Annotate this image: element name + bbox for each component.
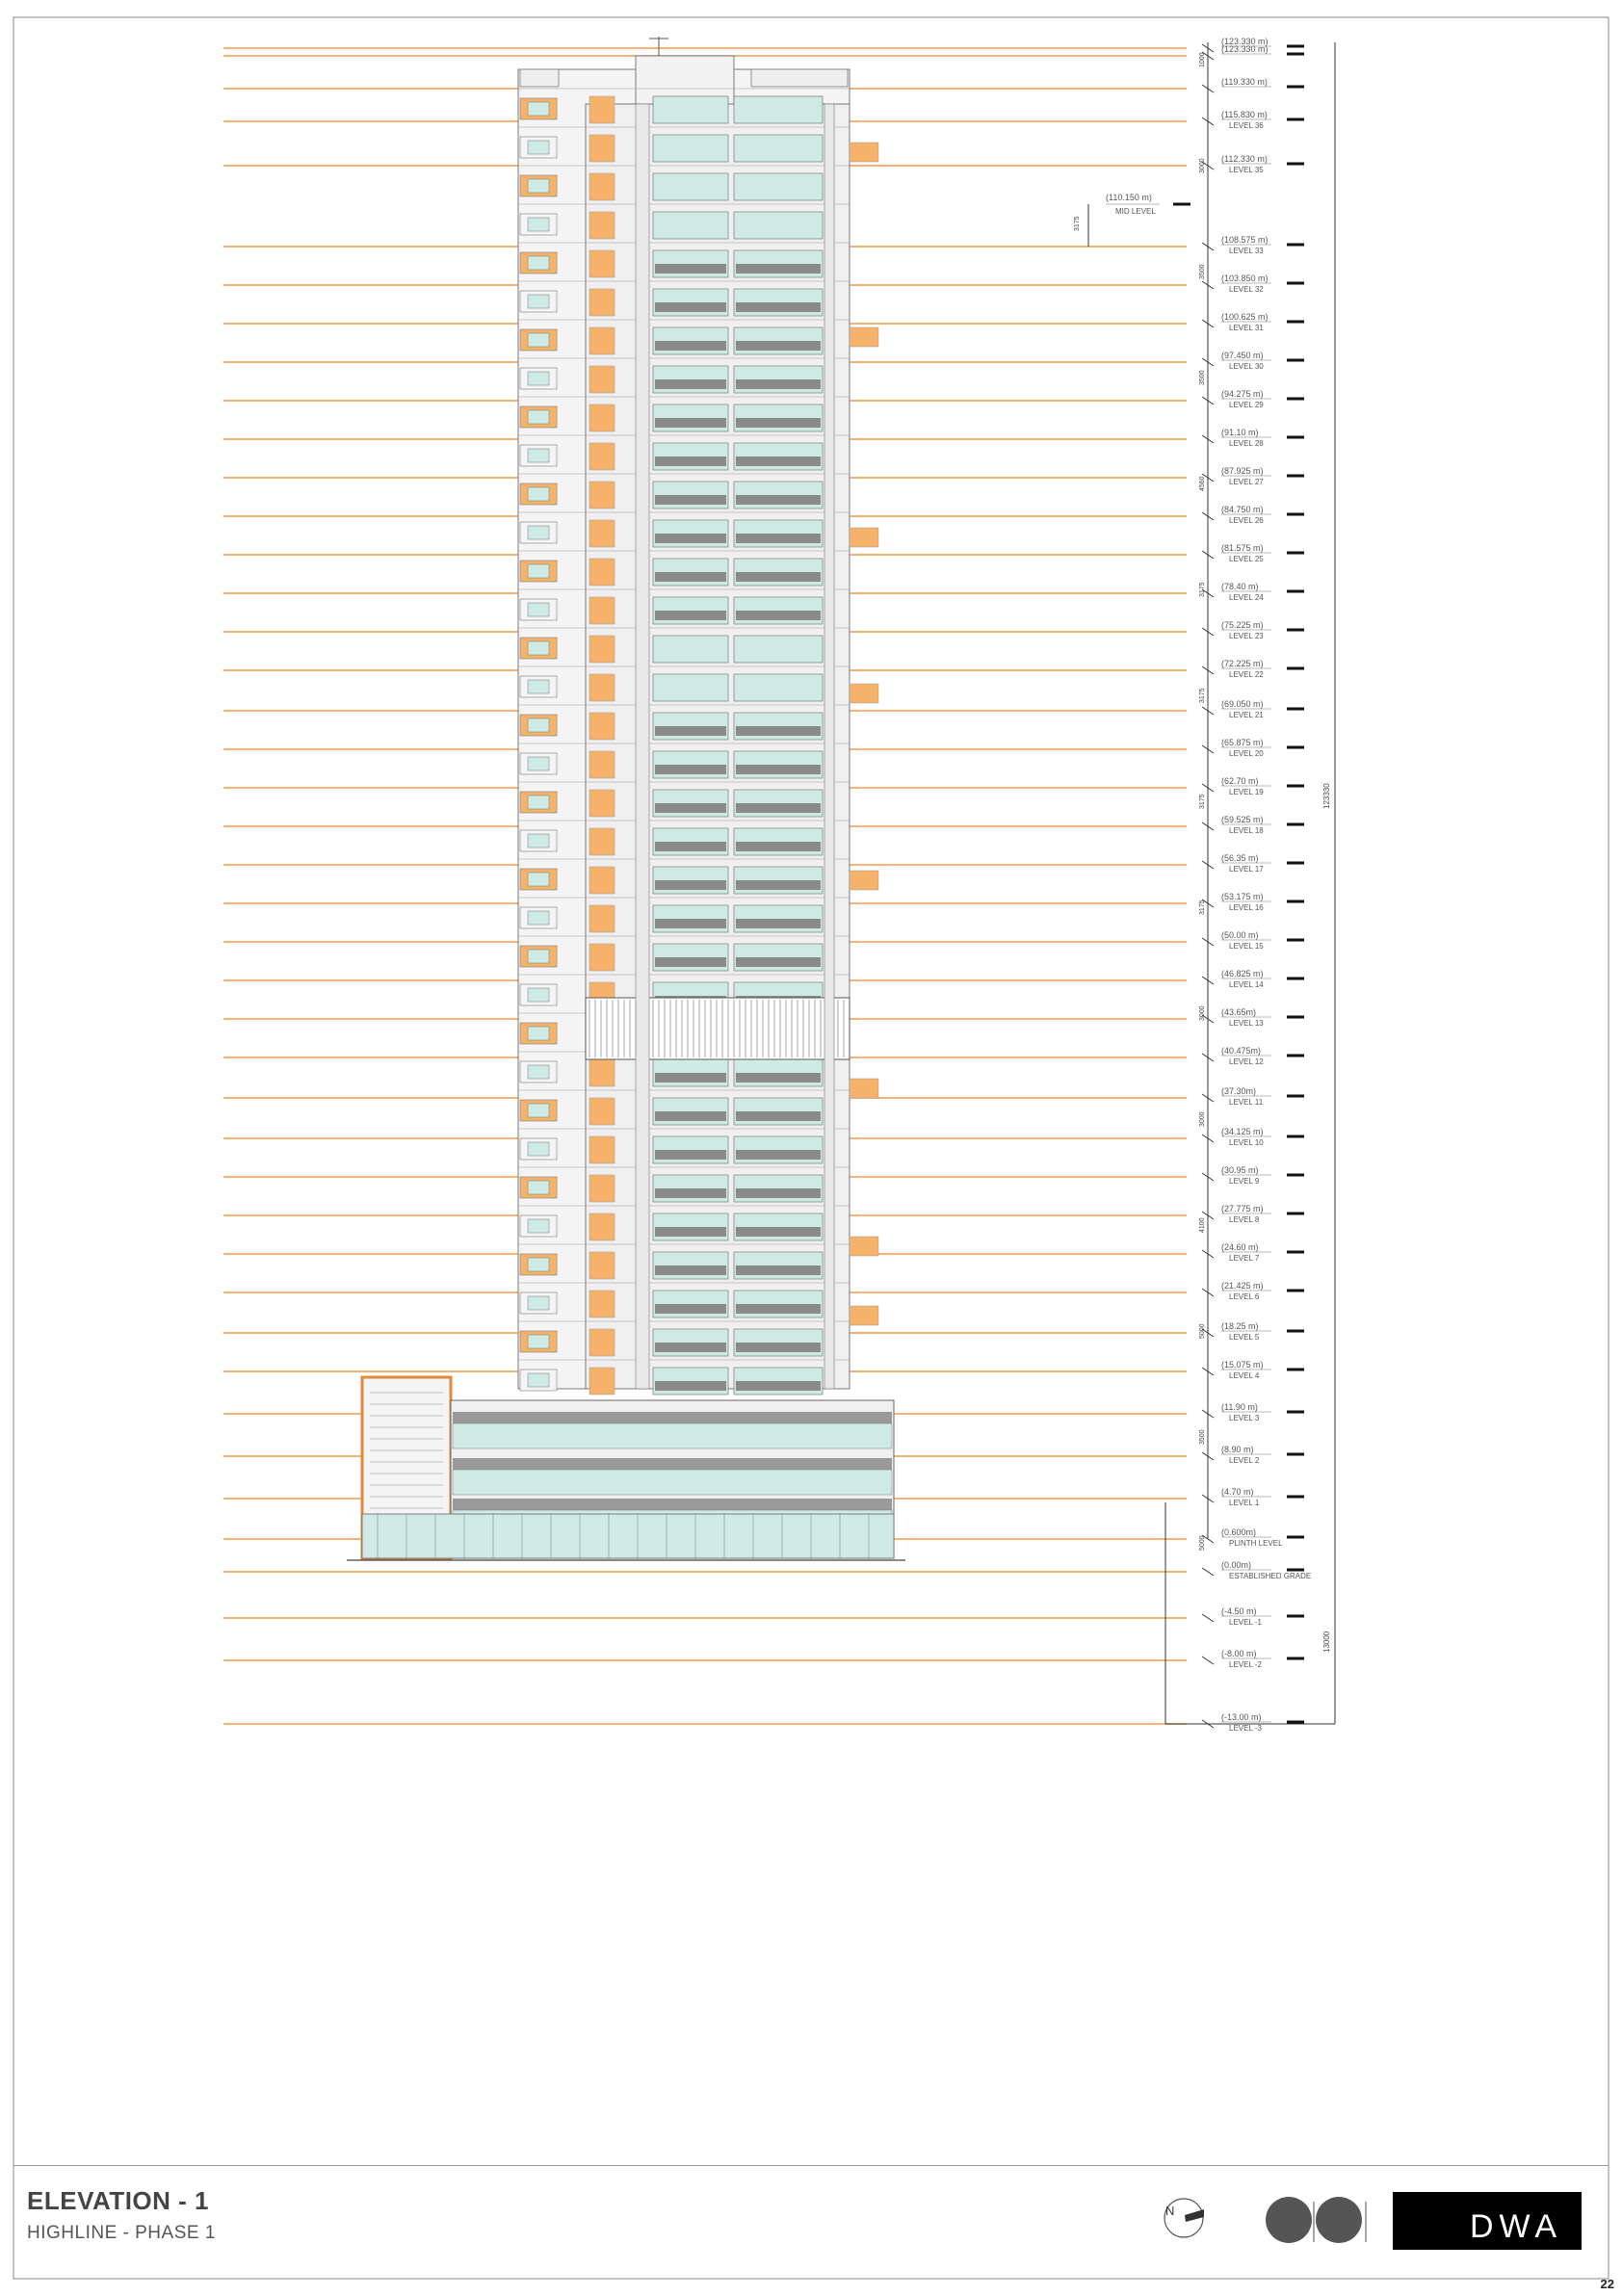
level-elevation: (97.450 m) xyxy=(1221,351,1264,360)
level-elevation: (78.40 m) xyxy=(1221,582,1259,591)
level-elevation: (46.825 m) xyxy=(1221,969,1264,978)
level-elevation: (115.830 m) xyxy=(1221,110,1268,119)
total-height-dim: 123330 xyxy=(1322,783,1331,809)
level-name: LEVEL 33 xyxy=(1229,247,1264,255)
sheet-subtitle: HIGHLINE - PHASE 1 xyxy=(27,2223,216,2243)
level-name: LEVEL 28 xyxy=(1229,439,1264,448)
level-elevation: (65.875 m) xyxy=(1221,738,1264,747)
page-number: 22 xyxy=(1600,2277,1614,2291)
level-elevation: (11.90 m) xyxy=(1221,1402,1258,1412)
level-elevation: (81.575 m) xyxy=(1221,543,1264,553)
level-elevation: (34.125 m) xyxy=(1221,1127,1264,1136)
level-elevation: (62.70 m) xyxy=(1221,776,1259,786)
level-name: LEVEL -1 xyxy=(1229,1618,1262,1627)
level-name: LEVEL 8 xyxy=(1229,1215,1260,1224)
level-elevation: (-8.00 m) xyxy=(1221,1649,1257,1658)
span-dim: 3000 xyxy=(1199,1111,1206,1127)
level-name: LEVEL 11 xyxy=(1229,1098,1264,1107)
level-name: LEVEL 30 xyxy=(1229,362,1264,371)
level-elevation: (72.225 m) xyxy=(1221,659,1264,668)
level-labels xyxy=(1106,37,1311,1733)
level-elevation: (112.330 m) xyxy=(1221,154,1268,164)
level-elevation: (4.70 m) xyxy=(1221,1487,1254,1497)
level-name: LEVEL 15 xyxy=(1229,942,1264,951)
span-dim: 4100 xyxy=(1199,1217,1206,1233)
level-name: LEVEL 35 xyxy=(1229,166,1264,174)
mid-level-dim: 3175 xyxy=(1074,216,1081,231)
span-dim: 5000 xyxy=(1199,1535,1206,1551)
level-name: LEVEL -2 xyxy=(1229,1660,1262,1669)
level-name: ESTABLISHED GRADE xyxy=(1229,1572,1312,1580)
level-elevation: (84.750 m) xyxy=(1221,505,1264,514)
level-name: LEVEL 18 xyxy=(1229,826,1264,835)
level-name: LEVEL 20 xyxy=(1229,749,1264,758)
level-name: LEVEL 14 xyxy=(1229,980,1264,989)
level-name: LEVEL 32 xyxy=(1229,285,1264,294)
span-dim: 3175 xyxy=(1199,688,1206,703)
level-elevation: (15.075 m) xyxy=(1221,1360,1264,1370)
level-elevation: (108.575 m) xyxy=(1221,235,1269,245)
level-name: LEVEL 4 xyxy=(1229,1371,1260,1380)
level-elevation: (0.600m) xyxy=(1221,1527,1257,1537)
level-name: LEVEL 25 xyxy=(1229,555,1264,563)
span-dim: 3500 xyxy=(1199,264,1206,279)
north-label: N xyxy=(1165,2204,1175,2218)
level-elevation: (37.30m) xyxy=(1221,1086,1257,1096)
level-elevation: (0.00m) xyxy=(1221,1560,1252,1570)
level-elevation: (-13.00 m) xyxy=(1221,1712,1262,1722)
level-elevation: (123.330 m) xyxy=(1221,44,1269,54)
span-dim: 3500 xyxy=(1199,1429,1206,1445)
level-elevation: (40.475m) xyxy=(1221,1046,1262,1056)
logo-circles-icon xyxy=(1264,2194,1372,2246)
span-dim: 3175 xyxy=(1199,582,1206,597)
level-elevation: (119.330 m) xyxy=(1221,77,1268,87)
level-name: LEVEL 26 xyxy=(1229,516,1264,525)
level-name: LEVEL 22 xyxy=(1229,670,1264,679)
level-elevation: (43.65m) xyxy=(1221,1007,1257,1017)
span-dim: 3000 xyxy=(1199,158,1206,173)
level-elevation: (59.525 m) xyxy=(1221,815,1264,824)
level-elevation: (24.60 m) xyxy=(1221,1242,1259,1252)
level-name: LEVEL 27 xyxy=(1229,478,1264,486)
level-name: LEVEL 9 xyxy=(1229,1177,1260,1186)
level-name: LEVEL 31 xyxy=(1229,324,1264,332)
level-name: LEVEL 1 xyxy=(1229,1499,1260,1507)
level-elevation: (18.25 m) xyxy=(1221,1321,1259,1331)
level-name: PLINTH LEVEL xyxy=(1229,1539,1283,1548)
dimension-lines xyxy=(1074,42,1335,1728)
level-elevation: (56.35 m) xyxy=(1221,853,1259,863)
level-elevation: (69.050 m) xyxy=(1221,699,1264,709)
level-name: LEVEL 7 xyxy=(1229,1254,1260,1263)
level-name: LEVEL 24 xyxy=(1229,593,1264,602)
logo-text: DWA xyxy=(1469,2208,1562,2245)
level-name: LEVEL 6 xyxy=(1229,1292,1260,1301)
span-dim: 3500 xyxy=(1199,370,1206,385)
level-elevation: (87.925 m) xyxy=(1221,466,1264,476)
span-dim: 4560 xyxy=(1199,476,1206,491)
level-name: LEVEL 5 xyxy=(1229,1333,1260,1342)
level-name: LEVEL 12 xyxy=(1229,1057,1264,1066)
level-name: LEVEL 36 xyxy=(1229,121,1264,130)
level-elevation: (94.275 m) xyxy=(1221,389,1264,399)
level-name: LEVEL 23 xyxy=(1229,632,1264,640)
dwa-logo xyxy=(1393,2192,1582,2250)
span-dim: 3000 xyxy=(1199,1005,1206,1021)
level-elevation: (50.00 m) xyxy=(1221,930,1259,940)
level-name: LEVEL -3 xyxy=(1229,1724,1262,1733)
span-dim: 5000 xyxy=(1199,1323,1206,1339)
level-elevation: (8.90 m) xyxy=(1221,1445,1254,1454)
level-elevation: (123.330 m) xyxy=(1221,37,1269,46)
span-dim: 1000 xyxy=(1199,52,1206,67)
level-elevation: (-4.50 m) xyxy=(1221,1606,1257,1616)
level-elevation: (103.850 m) xyxy=(1221,274,1269,283)
level-name: LEVEL 2 xyxy=(1229,1456,1260,1465)
level-name: LEVEL 19 xyxy=(1229,788,1264,796)
north-arrow-icon xyxy=(1162,2196,1206,2240)
level-name: LEVEL 16 xyxy=(1229,903,1264,912)
podium-elevation xyxy=(347,1377,905,1560)
tower-elevation xyxy=(518,37,878,1395)
level-elevation: (30.95 m) xyxy=(1221,1165,1259,1175)
level-elevation: (75.225 m) xyxy=(1221,620,1264,630)
level-name: LEVEL 29 xyxy=(1229,401,1264,409)
span-dim: 3175 xyxy=(1199,900,1206,915)
level-elevation: (21.425 m) xyxy=(1221,1281,1264,1291)
level-name: LEVEL 17 xyxy=(1229,865,1264,874)
level-elevation: (100.625 m) xyxy=(1221,312,1269,322)
mid-level-name: MID LEVEL xyxy=(1115,207,1156,216)
level-name: LEVEL 10 xyxy=(1229,1138,1264,1147)
level-elevation: (53.175 m) xyxy=(1221,892,1264,901)
level-name: LEVEL 13 xyxy=(1229,1019,1264,1028)
basement-depth-dim: 13000 xyxy=(1322,1631,1331,1653)
level-name: LEVEL 21 xyxy=(1229,711,1264,719)
sheet-title: ELEVATION - 1 xyxy=(27,2186,209,2215)
mid-level-elevation: (110.150 m) xyxy=(1106,193,1152,202)
span-dim: 3175 xyxy=(1199,794,1206,809)
level-elevation: (91.10 m) xyxy=(1221,428,1259,437)
level-name: LEVEL 3 xyxy=(1229,1414,1260,1422)
level-elevation: (27.775 m) xyxy=(1221,1204,1264,1213)
